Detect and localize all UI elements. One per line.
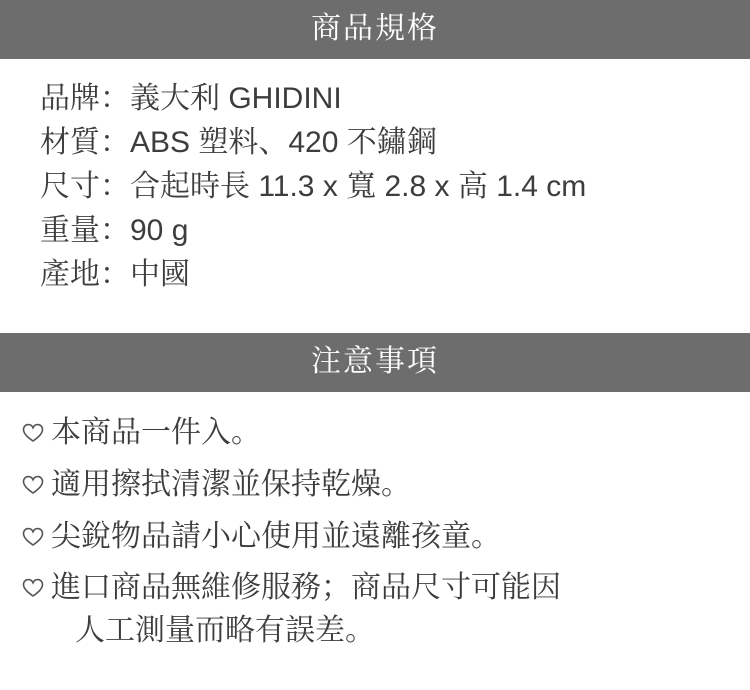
- spec-value-weight: 90 g: [130, 214, 189, 248]
- note-line: 進口商品無維修服務；商品尺寸可能因: [51, 571, 561, 605]
- note-line: 適用擦拭清潔並保持乾燥。: [51, 468, 411, 502]
- note-line: 尖銳物品請小心使用並遠離孩童。: [51, 519, 501, 553]
- heart-outline-icon: [22, 423, 48, 443]
- spec-row: [40, 121, 750, 165]
- spec-section-header: 商品規格: [0, 0, 750, 59]
- list-item: [22, 412, 750, 455]
- spec-list: [0, 59, 750, 311]
- spec-label-brand: 品牌：: [40, 82, 130, 115]
- list-item: [22, 567, 750, 652]
- heart-outline-icon: [22, 527, 48, 547]
- heart-outline-icon: [22, 475, 48, 495]
- spec-label-origin: 產地：: [40, 258, 130, 292]
- spec-value-brand: 義大利 GHIDINI: [130, 82, 342, 115]
- spec-value-origin: 中國: [130, 258, 190, 292]
- spec-row: [40, 77, 750, 121]
- spec-row: [40, 209, 750, 253]
- note-text: [51, 464, 750, 507]
- spec-row: [40, 253, 750, 297]
- list-item: [22, 464, 750, 507]
- spec-label-weight: 重量：: [40, 214, 130, 248]
- note-line-continued: 人工測量而略有誤差。: [75, 613, 375, 647]
- notes-list: [0, 392, 750, 661]
- notes-section-header: 注意事項: [0, 333, 750, 392]
- spec-row: [40, 165, 750, 209]
- note-text: [51, 516, 750, 559]
- note-text: [51, 412, 750, 455]
- spec-label-size: 尺寸：: [40, 170, 130, 204]
- note-line: 本商品一件入。: [51, 416, 261, 450]
- section-spacer: [0, 311, 750, 333]
- list-item: [22, 516, 750, 559]
- spec-value-material: ABS 塑料、420 不鏽鋼: [130, 126, 437, 160]
- spec-label-material: 材質：: [40, 126, 130, 160]
- heart-outline-icon: [22, 578, 48, 598]
- note-text: [51, 567, 750, 652]
- spec-value-size: 合起時長 11.3 x 寬 2.8 x 高 1.4 cm: [130, 170, 587, 204]
